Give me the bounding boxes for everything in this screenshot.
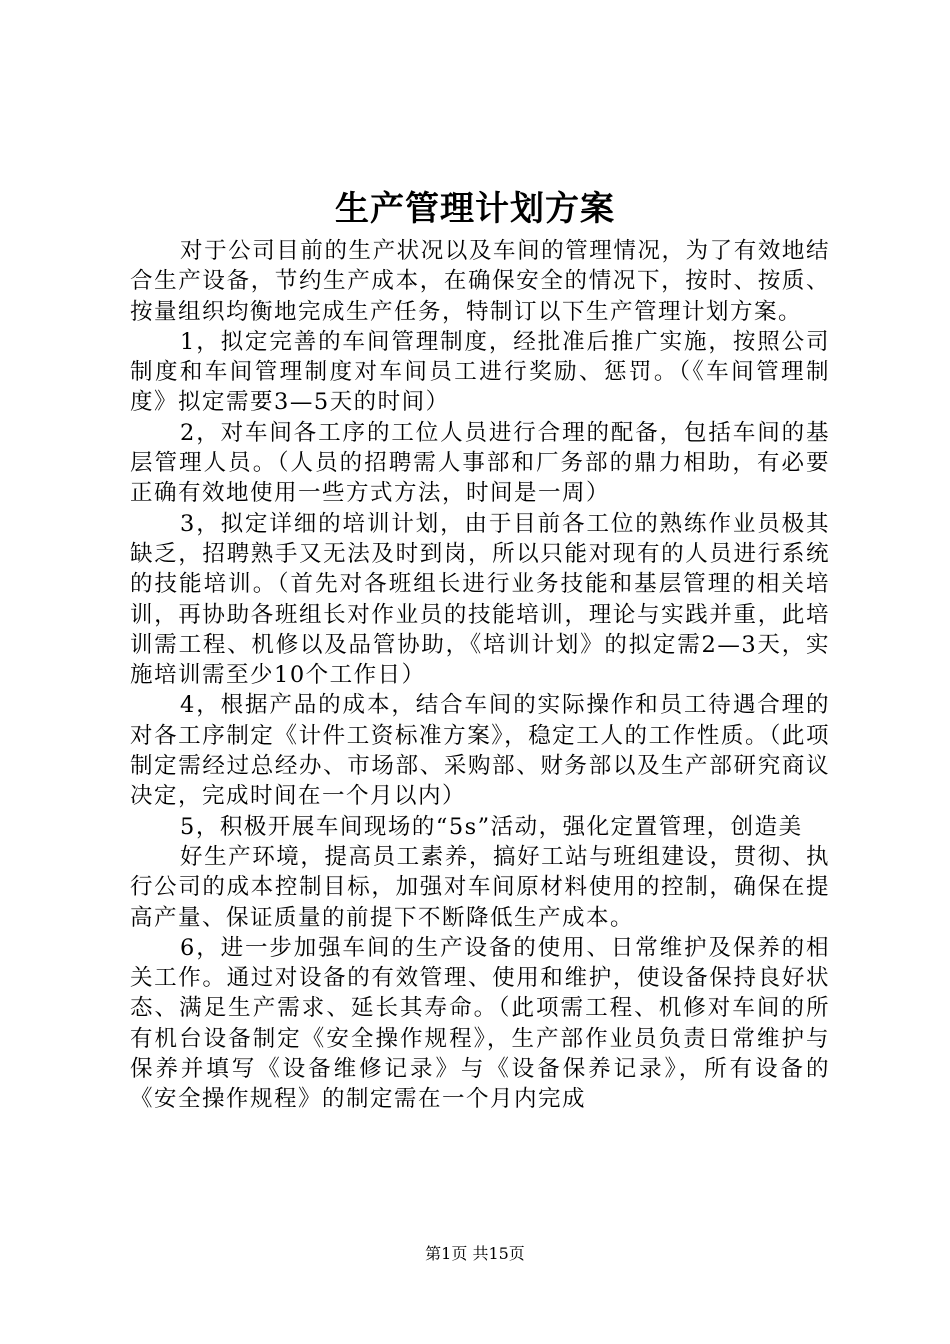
paragraph-intro: 对于公司目前的生产状况以及车间的管理情况，为了有效地结合生产设备，节约生产成本，在确保安全的情况下，按时、按质、按量组织均衡地完成生产任务，特制订以下生产管理计划方案。 (130, 238, 830, 325)
paragraph-item-6: 6，进一步加强车间的生产设备的使用、日常维护及保养的相关工作。通过对设备的有效管理、使用和维护，使设备保持良好状态、满足生产需求、延长其寿命。（此项需工程、机修对车间的所有机台设备制定《安全操作规程》，生产部作业员负责日常维护与保养并填写《设备维修记录》与《设备保养记录》，所有设备的《安全操作规程》的制定需在一个月内完成 (130, 934, 830, 1113)
document-body (130, 236, 830, 1115)
paragraph-item-4: 4，根据产品的成本，结合车间的实际操作和员工待遇合理的对各工序制定《计件工资标准方案》，稳定工人的工作性质。（此项制定需经过总经办、市场部、采购部、财务部以及生产部研究商议决定，完成时间在一个月以内） (130, 692, 830, 810)
paragraph-item-2: 2，对车间各工序的工位人员进行合理的配备，包括车间的基层管理人员。（人员的招聘需人事部和厂务部的鼎力相助，有必要正确有效地使用一些方式方法，时间是一周） (130, 419, 830, 507)
paragraph-item-1: 1，拟定完善的车间管理制度，经批准后推广实施，按照公司制度和车间管理制度对车间员工进行奖励、惩罚。（《车间管理制度》拟定需要3—5天的时间） (130, 328, 830, 416)
page-footer: 第1页 共15页 (425, 1244, 525, 1263)
paragraph-item-5: 5，积极开展车间现场的“5s”活动，强化定置管理，创造美 (180, 813, 803, 840)
paragraph-item-5-continued: 好生产环境，提高员工素养，搞好工站与班组建设，贯彻、执行公司的成本控制目标，加强对车间原材料使用的控制，确保在提高产量、保证质量的前提下不断降低生产成本。 (130, 843, 830, 931)
document-title: 生产管理计划方案 (335, 189, 615, 229)
paragraph-item-3: 3，拟定详细的培训计划，由于目前各工位的熟练作业员极其缺乏，招聘熟手又无法及时到岗，所以只能对现有的人员进行系统的技能培训。（首先对各班组长进行业务技能和基层管理的相关培训，再协助各班组长对作业员的技能培训，理论与实践并重，此培训需工程、机修以及品管协助，《培训计划》的拟定需2—3天，实施培训需至少10个工作日） (130, 510, 830, 689)
